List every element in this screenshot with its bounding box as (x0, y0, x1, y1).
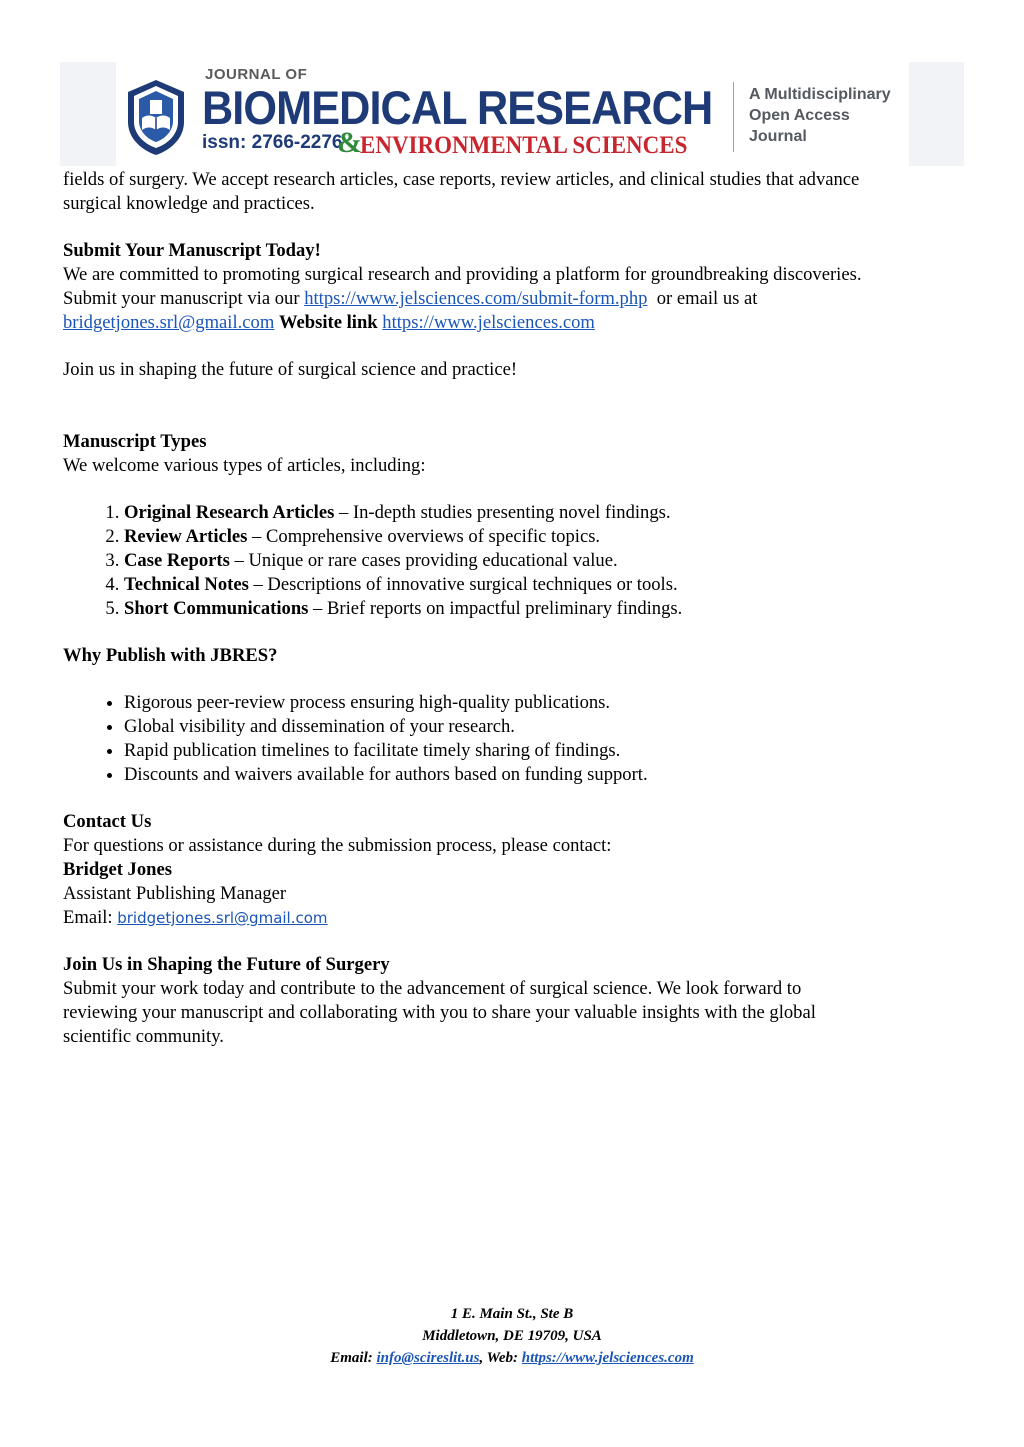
submit-email-link[interactable]: bridgetjones.srl@gmail.com (63, 312, 275, 333)
closing-line: reviewing your manuscript and collaborating with you to share your valuable insights with the global (63, 1002, 816, 1023)
intro-line: fields of surgery. We accept research articles, case reports, review articles, and clinical studies that advance (63, 169, 860, 190)
type-title: Review Articles (124, 526, 248, 547)
contact-role: Assistant Publishing Manager (63, 883, 287, 904)
list-item (124, 597, 963, 621)
page-footer (0, 1303, 1024, 1369)
footer-contact (0, 1347, 1024, 1369)
closing-heading: Join Us in Shaping the Future of Surgery (63, 954, 390, 975)
closing-line: Submit your work today and contribute to the advancement of surgical science. We look forward to (63, 978, 802, 999)
list-item: • Rigorous peer-review process ensuring high-quality publications. (124, 691, 963, 715)
type-title: Short Communications (124, 598, 309, 619)
submit-via-text: Submit your manuscript via our (63, 288, 305, 309)
document-body (63, 168, 963, 1049)
submit-heading: Submit Your Manuscript Today! (63, 240, 321, 261)
contact-email-link[interactable]: bridgetjones.srl@gmail.com (117, 909, 328, 927)
footer-address: Middletown, DE 19709, USA (422, 1328, 602, 1344)
banner-title-main: BIOMEDICAL RESEARCH (202, 81, 713, 134)
website-link[interactable]: https://www.jelsciences.com (382, 312, 595, 333)
type-title: Case Reports (124, 550, 230, 571)
type-title: Original Research Articles (124, 502, 335, 523)
book-shield-icon (126, 78, 186, 156)
footer-address: 1 E. Main St., Ste B (450, 1306, 574, 1322)
contact-name: Bridget Jones (63, 859, 172, 880)
submit-instructions (63, 287, 963, 311)
tagline-line: Open Access (749, 107, 850, 124)
banner-issn: issn: 2766-2276 (202, 132, 343, 153)
intro-line: surgical knowledge and practices. (63, 193, 315, 214)
journal-banner (60, 62, 964, 166)
type-desc: – Brief reports on impactful preliminary findings. (308, 598, 683, 619)
contact-email-label: Email: (63, 907, 118, 928)
tagline-line: Journal (749, 128, 807, 145)
contact-intro: For questions or assistance during the submission process, please contact: (63, 835, 612, 856)
types-intro: We welcome various types of articles, including: (63, 455, 426, 476)
list-item (124, 525, 963, 549)
footer-email-link[interactable]: info@scireslit.us (376, 1350, 480, 1366)
list-item (124, 573, 963, 597)
website-link-label: Website link (278, 312, 378, 333)
footer-email-label: Email: (330, 1350, 377, 1366)
submit-links (63, 311, 963, 335)
types-heading: Manuscript Types (63, 431, 207, 452)
footer-web-label: , Web: (479, 1350, 522, 1366)
list-item: • Global visibility and dissemination of your research. (124, 715, 963, 739)
why-bullet-list (63, 691, 963, 787)
list-item (124, 549, 963, 573)
why-heading: Why Publish with JBRES? (63, 645, 278, 666)
banner-title-sub: ENVIRONMENTAL SCIENCES (360, 132, 688, 159)
banner-divider (733, 82, 734, 152)
list-item: • Rapid publication timelines to facilitate timely sharing of findings. (124, 739, 963, 763)
submit-commitment: We are committed to promoting surgical research and providing a platform for groundbreaking discoveries. (63, 264, 862, 285)
type-desc: – Descriptions of innovative surgical techniques or tools. (248, 574, 678, 595)
contact-heading: Contact Us (63, 811, 152, 832)
contact-email-line (63, 906, 963, 930)
type-desc: – Unique or rare cases providing educational value. (229, 550, 618, 571)
submit-email-text: or email us at (647, 288, 758, 309)
list-item (124, 501, 963, 525)
submit-form-link[interactable]: https://www.jelsciences.com/submit-form.php (304, 288, 648, 309)
banner-journal-of: JOURNAL OF (205, 66, 308, 83)
submit-join: Join us in shaping the future of surgical science and practice! (63, 359, 518, 380)
type-title: Technical Notes (124, 574, 249, 595)
manuscript-types-list (63, 501, 963, 621)
type-desc: – Comprehensive overviews of specific topics. (247, 526, 601, 547)
closing-line: scientific community. (63, 1026, 224, 1047)
banner-ampersand: & (337, 126, 362, 159)
footer-web-link[interactable]: https://www.jelsciences.com (521, 1350, 694, 1366)
banner-tagline (749, 84, 891, 147)
list-item: • Discounts and waivers available for authors based on funding support. (124, 763, 963, 787)
tagline-line: A Multidisciplinary (749, 86, 891, 103)
type-desc: – In-depth studies presenting novel findings. (334, 502, 671, 523)
